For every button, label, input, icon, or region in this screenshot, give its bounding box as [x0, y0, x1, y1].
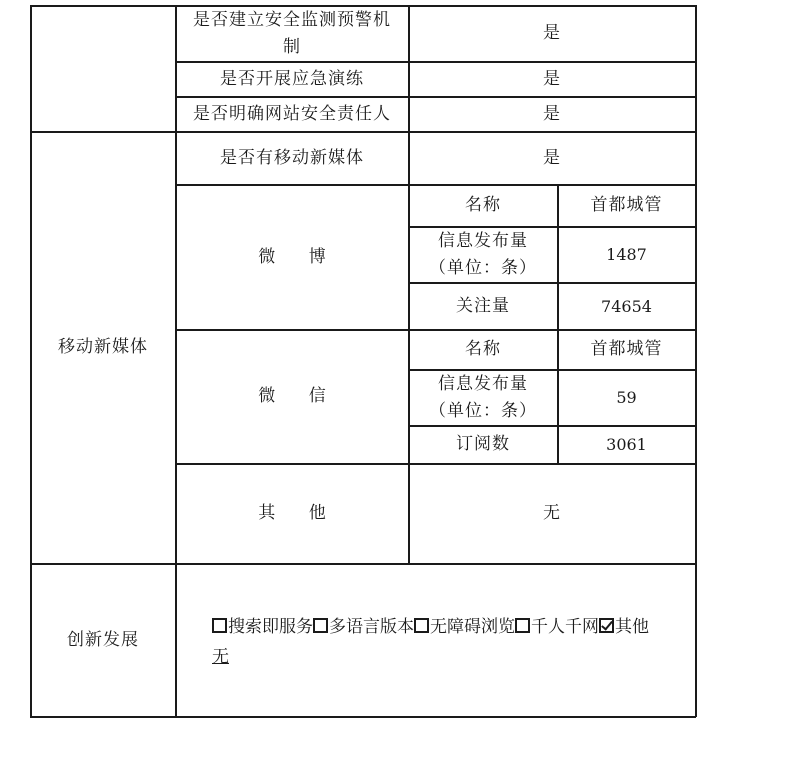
checkbox-icon[interactable]	[313, 618, 328, 633]
wechat-posts-value: 59	[616, 388, 637, 407]
has-mobile-media-label: 是否有移动新媒体	[220, 147, 364, 168]
responsible-label: 是否明确网站安全责任人	[193, 103, 391, 124]
weibo-followers-value: 74654	[601, 296, 652, 316]
has-mobile-media-value: 是	[543, 147, 561, 168]
mobile-media-section-label: 移动新媒体	[58, 337, 148, 357]
weibo-label: 微 博	[258, 246, 340, 267]
wechat-label: 微 信	[258, 386, 340, 406]
wechat-subscribers-value: 3061	[606, 435, 647, 454]
innovation-options	[212, 612, 692, 672]
weibo-name-label: 名称	[465, 195, 501, 215]
monitoring-label: 是否建立安全监测预警机制	[193, 9, 391, 57]
other-media-label: 其 他	[258, 503, 340, 523]
rule-right	[695, 5, 697, 717]
weibo-posts-label: 信息发布量（单位：条）	[429, 230, 537, 278]
rule-bottom	[30, 716, 696, 718]
option-multilingual[interactable]: 多语言版本	[313, 617, 414, 637]
innovation-section-label: 创新发展	[67, 629, 139, 650]
option-personalized[interactable]: 千人千网	[515, 617, 599, 637]
drill-label: 是否开展应急演练	[220, 68, 364, 89]
wechat-subscribers-label: 订阅数	[456, 434, 510, 454]
drill-value: 是	[543, 68, 561, 89]
monitoring-value: 是	[543, 23, 561, 43]
responsible-value: 是	[543, 103, 561, 124]
option-other[interactable]: 其他	[599, 617, 649, 637]
other-media-value: 无	[543, 503, 561, 523]
wechat-name-label: 名称	[465, 339, 501, 359]
checkbox-icon[interactable]	[515, 618, 530, 633]
wechat-name-value: 首都城管	[590, 339, 663, 359]
weibo-posts-value: 1487	[606, 245, 647, 264]
weibo-followers-label: 关注量	[456, 295, 510, 316]
weibo-name-value: 首都城管	[590, 195, 663, 215]
option-accessibility[interactable]: 无障碍浏览	[414, 617, 515, 637]
checkbox-icon[interactable]	[414, 618, 429, 633]
checked-checkbox-icon[interactable]	[599, 618, 614, 633]
option-search-service[interactable]: 搜索即服务	[212, 617, 313, 637]
wechat-posts-label: 信息发布量（单位：条）	[429, 373, 537, 421]
checkbox-icon[interactable]	[212, 618, 227, 633]
innovation-other-value: 无	[212, 647, 229, 667]
